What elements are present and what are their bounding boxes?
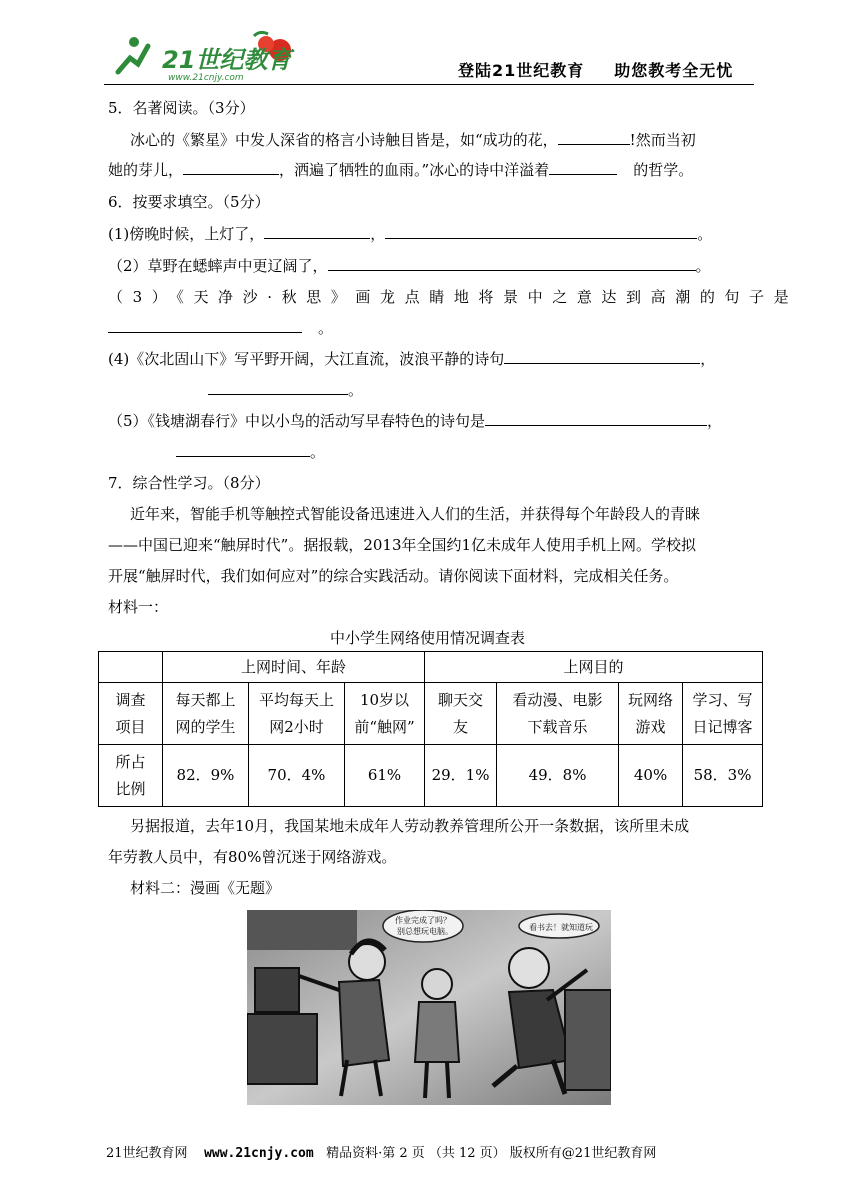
q6-item3: （3）《天净沙·秋思》画龙点睛地将景中之意达到高潮的句子是	[108, 288, 799, 306]
table-title: 中小学生网络使用情况调查表	[330, 629, 526, 647]
header-slogan-right: 助您教考全无忧	[614, 61, 734, 80]
q6-item1-comma: ，	[370, 225, 386, 243]
answer-blank	[208, 379, 348, 395]
answer-blank	[176, 441, 310, 457]
q6-item2-text: （2）草野在蟋蟀声中更辽阔了，	[108, 257, 328, 275]
cartoon-drawing	[247, 910, 611, 1105]
table-cell: 29．1%	[425, 745, 497, 807]
logo-graphic	[104, 28, 304, 88]
table-row	[99, 745, 763, 807]
q6-item4-period: 。	[348, 381, 364, 399]
table-cell: 82．9%	[163, 745, 249, 807]
answer-blank	[108, 317, 302, 333]
svg-text:看书去！就知道玩: 看书去！就知道玩	[529, 923, 593, 932]
material-two-label: 材料二：漫画《无题》	[130, 879, 281, 897]
q7-paragraph: 近年来，智能手机等触控式智能设备迅速进入人们的生活，并获得每个年龄段人的青睐	[130, 505, 701, 523]
table-row	[99, 683, 763, 745]
q5-line1-text: 冰心的《繁星》中发人深省的格言小诗触目皆是，如“成功的花，	[130, 131, 558, 149]
q7-title: 7．综合性学习。（8分）	[108, 474, 270, 492]
table-cell: 58．3%	[683, 745, 763, 807]
material-one-label: 材料一：	[108, 598, 169, 616]
table-group-header: 上网目的	[425, 652, 763, 683]
table-row-label: 所占 比例	[99, 745, 163, 807]
logo-url: www.21cnjy.com	[168, 73, 244, 83]
q6-item1	[108, 223, 712, 245]
answer-blank	[558, 129, 630, 145]
table-column-header: 平均每天上 网2小时	[249, 683, 345, 745]
answer-blank	[504, 348, 700, 364]
q5-line1-text-b: !然而当初	[629, 131, 696, 149]
answer-blank	[485, 410, 707, 426]
table-corner-cell	[99, 652, 163, 683]
answer-blank	[183, 159, 279, 175]
table-column-header: 玩网络 游戏	[619, 683, 683, 745]
header-divider	[104, 84, 754, 85]
q7-paragraph: 开展“触屏时代，我们如何应对”的综合实践活动。请你阅读下面材料，完成相关任务。	[108, 567, 679, 585]
q5-line2-text-a: 她的芽儿，	[108, 161, 184, 179]
table-header-row	[99, 652, 763, 683]
q6-item5-answer	[176, 441, 325, 463]
cartoon-image	[247, 910, 611, 1105]
q6-item4	[108, 348, 715, 370]
q5-title: 5．名著阅读。（3分）	[108, 99, 255, 117]
page-footer	[106, 1142, 656, 1161]
footer-page-info: 精品资料·第 2 页 （共 12 页） 版权所有@21世纪教育网	[326, 1146, 657, 1161]
q6-item4-comma: ，	[700, 350, 716, 368]
svg-text:别总想玩电脑。: 别总想玩电脑。	[397, 927, 453, 936]
svg-text:作业完成了吗？: 作业完成了吗？	[395, 916, 451, 925]
q7-paragraph: 年劳教人员中，有80%曾沉迷于网络游戏。	[108, 848, 397, 866]
q6-item5	[108, 410, 722, 432]
q6-title: 6．按要求填空。（5分）	[108, 193, 270, 211]
q6-item4-answer	[208, 379, 363, 401]
table-column-header: 学习、写 日记博客	[683, 683, 763, 745]
q5-line2-text-b: ，洒遍了牺牲的血雨。”冰心的诗中洋溢着	[279, 161, 550, 179]
survey-table	[98, 651, 763, 807]
q6-item1-period: 。	[697, 225, 713, 243]
table-cell: 70．4%	[249, 745, 345, 807]
table-column-header: 每天都上 网的学生	[163, 683, 249, 745]
header-slogan	[458, 58, 733, 81]
q7-paragraph: 另据报道，去年10月，我国某地未成年人劳动教养管理所公开一条数据，该所里未成	[130, 817, 690, 835]
q5-line1	[130, 129, 696, 151]
q6-item2-period: 。	[695, 257, 711, 275]
logo-text: 21世纪教育	[162, 46, 292, 74]
footer-url[interactable]: www.21cnjy.com	[204, 1146, 314, 1161]
q6-item5-text: （5）《钱塘湖春行》中以小鸟的活动写早春特色的诗句是	[108, 412, 486, 430]
q6-item4-text: (4)《次北固山下》写平野开阔，大江直流，波浪平静的诗句	[108, 350, 505, 368]
q7-paragraph: ——中国已迎来“触屏时代”。据报载，2013年全国约1亿未成年人使用手机上网。学校拟	[108, 536, 697, 554]
answer-blank	[385, 223, 697, 239]
header-slogan-left: 登陆21世纪教育	[458, 61, 585, 80]
q6-item1-text: (1)傍晚时候，上灯了，	[108, 225, 265, 243]
q6-item3-answer	[108, 317, 333, 339]
q6-item5-period: 。	[310, 443, 326, 461]
answer-blank	[264, 223, 370, 239]
table-column-header: 聊天交 友	[425, 683, 497, 745]
table-row-label: 调查 项目	[99, 683, 163, 745]
table-column-header: 10岁以 前“触网”	[345, 683, 425, 745]
q5-line2	[108, 159, 693, 181]
q6-item3-period: 。	[318, 319, 334, 337]
q6-item2	[108, 255, 711, 277]
q5-line2-text-c: 的哲学。	[633, 161, 694, 179]
table-group-header: 上网时间、年龄	[163, 652, 425, 683]
q6-item5-comma: ，	[707, 412, 723, 430]
table-cell: 49．8%	[497, 745, 619, 807]
table-cell: 61%	[345, 745, 425, 807]
table-column-header: 看动漫、电影 下载音乐	[497, 683, 619, 745]
table-cell: 40%	[619, 745, 683, 807]
site-logo	[104, 28, 304, 88]
footer-site: 21世纪教育网	[106, 1146, 188, 1161]
answer-blank	[328, 255, 696, 271]
answer-blank	[549, 159, 617, 175]
